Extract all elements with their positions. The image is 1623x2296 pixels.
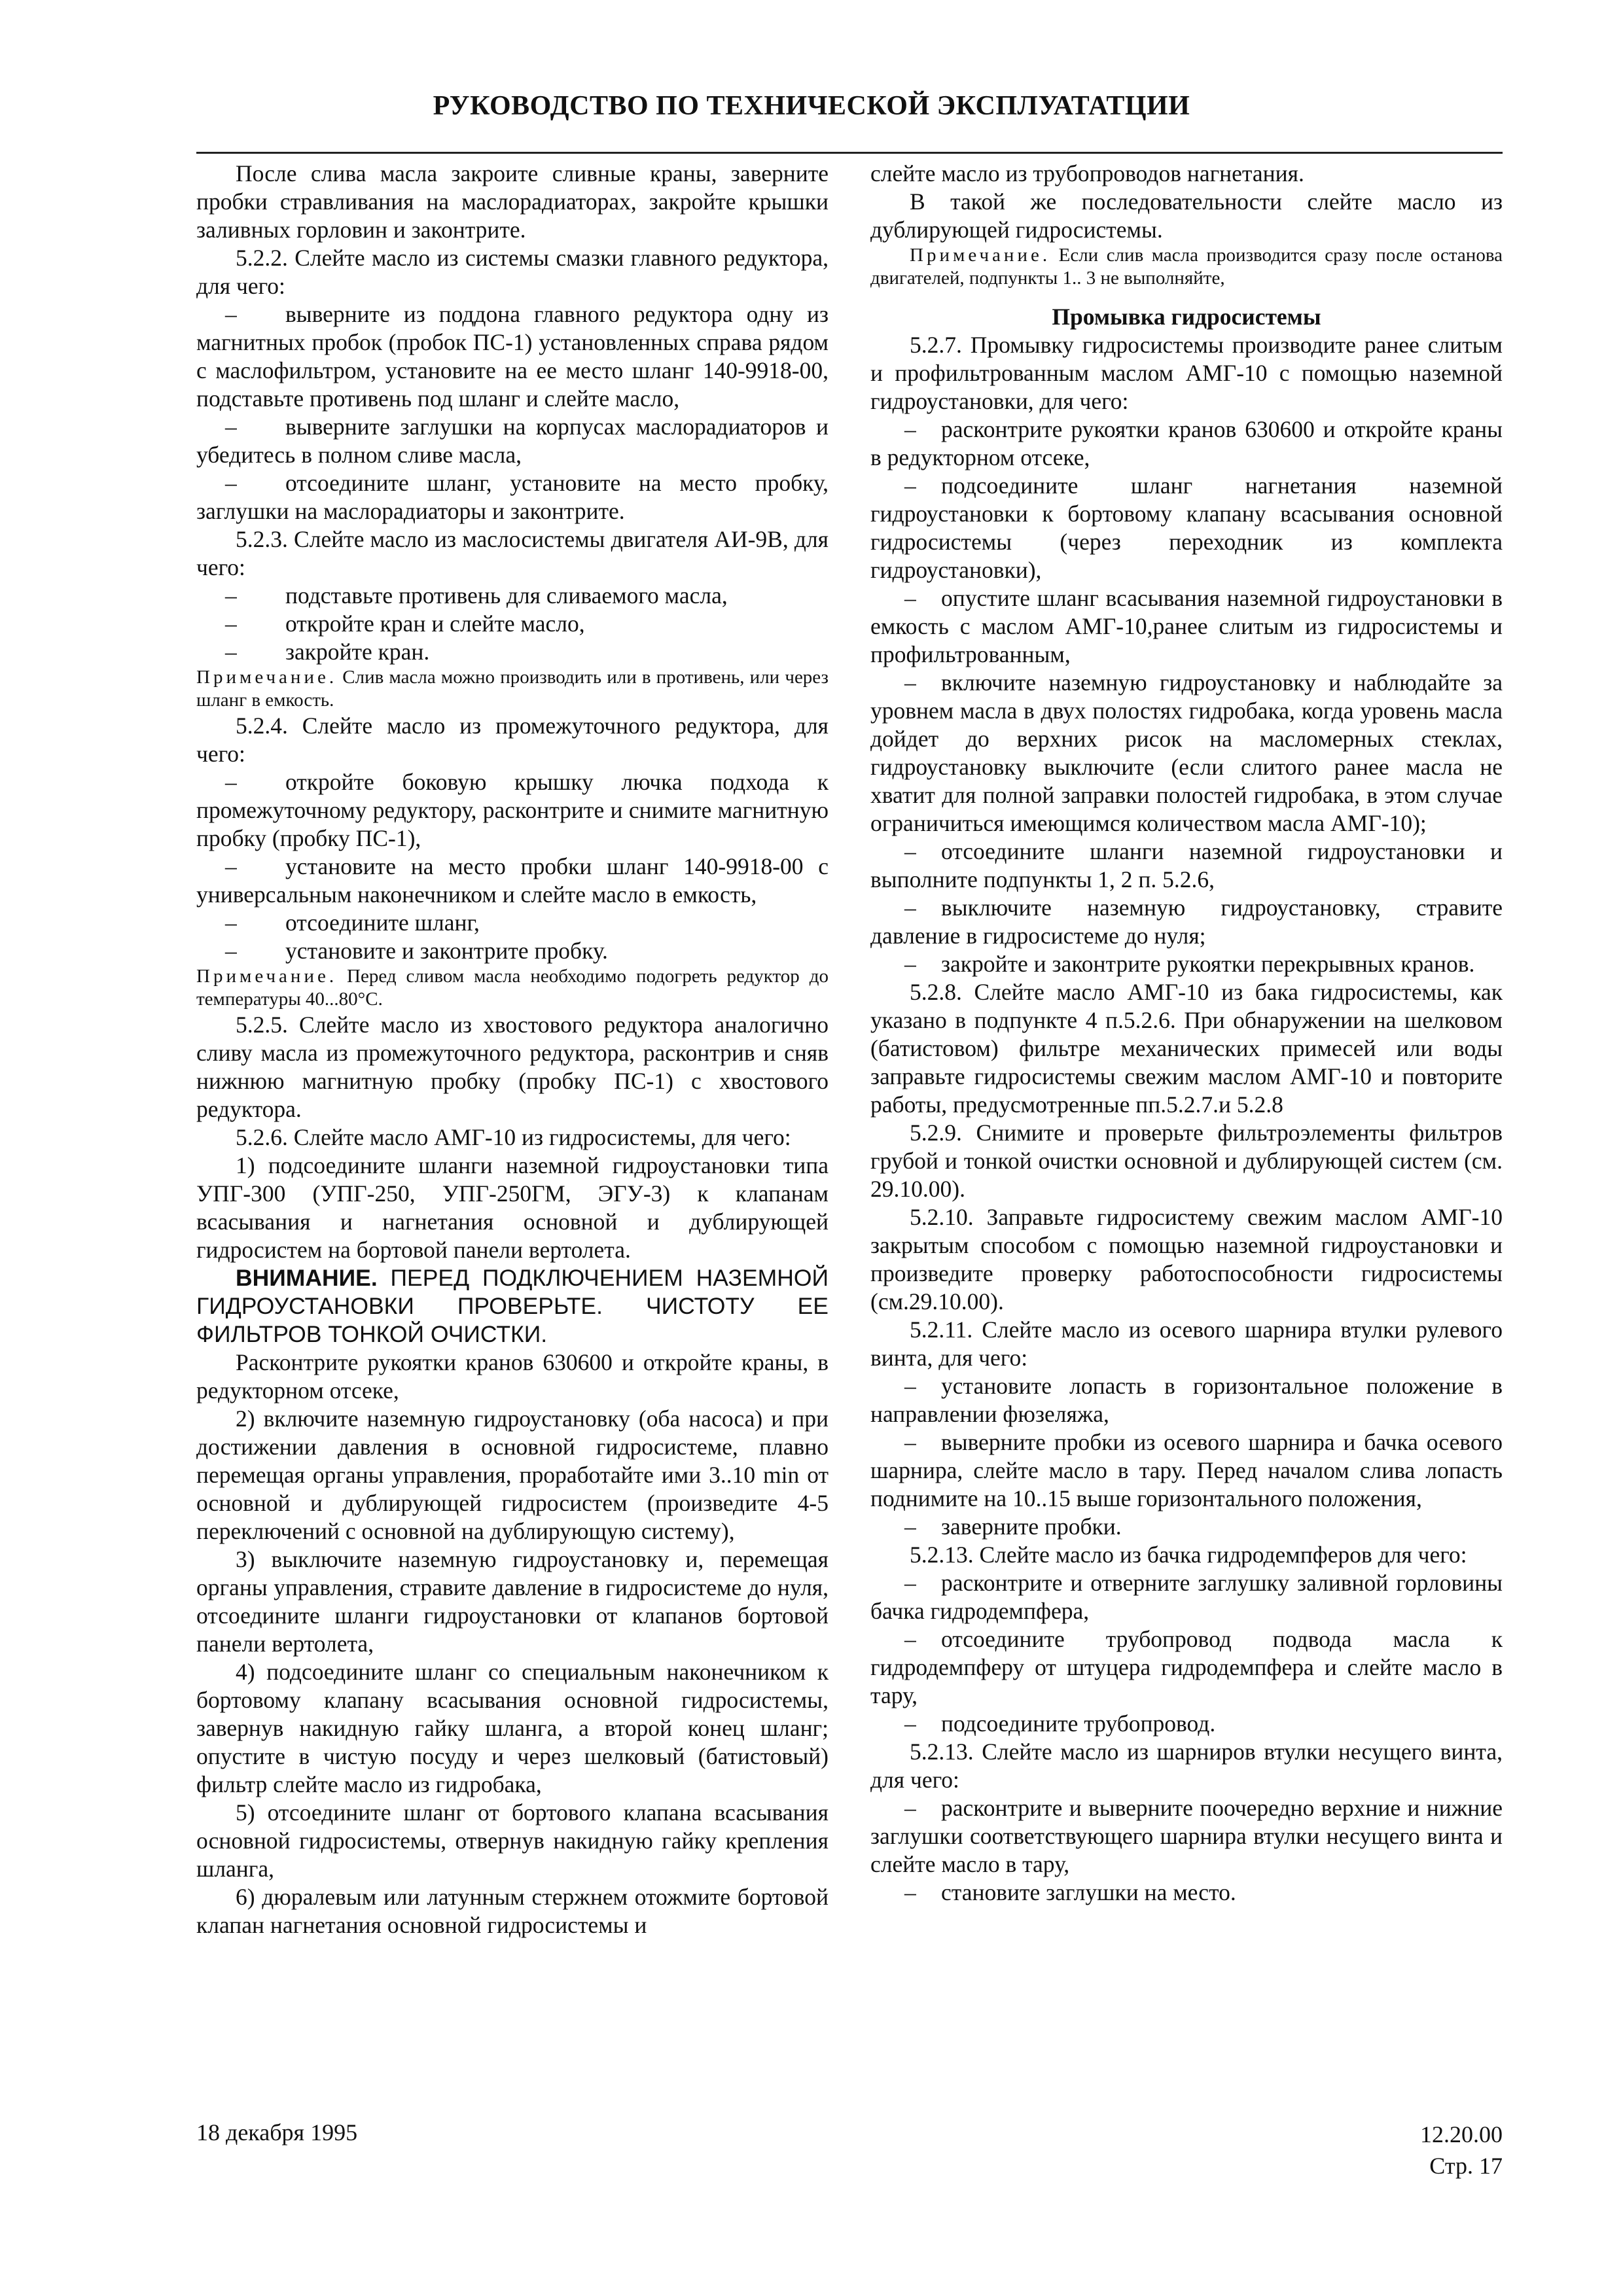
left-column <box>196 160 829 1939</box>
list-item: – откройте кран и слейте масло, <box>225 610 585 637</box>
paragraph: 5.2.3. Слейте масло из маслосистемы двигателя АИ-9В, для чего: <box>196 526 829 580</box>
list-item: – становите заглушки на место. <box>904 1879 1236 1905</box>
list-item: – отсоедините шланги наземной гидроустановки и выполните подпункты 1, 2 п. 5.2.6, <box>870 838 1503 892</box>
paragraph: 1) подсоедините шланги наземной гидроустановки типа УПГ-300 (УПГ-250, УПГ-250ГМ, ЭГУ-3) к клапанам всасывания и нагнетания основной и дублирующей гидросистем на бортовой панели вертолета. <box>196 1152 829 1263</box>
list-item: – опустите шланг всасывания наземной гидроустановки в емкость с маслом АМГ-10,ранее слитым из гидросистемы и профильтрованным, <box>870 585 1503 667</box>
list-item: – подставьте противень для сливаемого масла, <box>225 582 728 609</box>
list-item: – выключите наземную гидроустановку, стравите давление в гидросистеме до нуля; <box>870 894 1503 949</box>
paragraph: 5.2.5. Слейте масло из хвостового редуктора аналогично сливу масла из промежуточного редуктора, расконтрив и сняв нижнюю магнитную пробку (пробку ПС-1) с хвостового редуктора. <box>196 1012 829 1122</box>
list-item: – выверните заглушки на корпусах маслорадиаторов и убедитесь в полном сливе масла, <box>196 414 829 468</box>
paragraph: 6) дюралевым или латунным стержнем отожмите бортовой клапан нагнетания основной гидросистемы и <box>196 1884 829 1938</box>
header-rule <box>196 152 1503 154</box>
note: Примечание. Перед сливом масла необходимо подогреть редуктор до температуры 40...80°С. <box>196 966 829 1010</box>
list-item: – закройте кран. <box>225 639 430 665</box>
list-item: – подсоедините трубопровод. <box>904 1710 1216 1737</box>
page-title: РУКОВОДСТВО ПО ТЕХНИЧЕСКОЙ ЭКСПЛУАТАТЦИИ <box>433 91 1190 121</box>
paragraph: 5.2.4. Слейте масло из промежуточного редуктора, для чего: <box>196 713 829 767</box>
paragraph: 2) включите наземную гидроустановку (оба насоса) и при достижении давления в основной гидросистеме, плавно перемещая органы управления, проработайте ими 3..10 min от основной и дублирующей гидросистем (произведите 4-5 переключений с основной на дублирующую систему), <box>196 1405 829 1544</box>
paragraph: После слива масла закроите сливные краны, заверните пробки стравливания на маслорадиаторах, закройте крышки заливных горловин и законтрите. <box>196 160 829 243</box>
note: Примечание. Слив масла можно производить или в противень, или через шланг в емкость. <box>196 667 829 711</box>
paragraph: слейте масло из трубопроводов нагнетания. <box>870 160 1304 186</box>
paragraph: 5.2.13. Слейте масло из шарниров втулки несущего винта, для чего: <box>870 1739 1503 1793</box>
footer-page-info <box>1420 2119 1503 2181</box>
list-item: – установите лопасть в горизонтальное положение в направлении фюзеляжа, <box>870 1373 1503 1427</box>
paragraph: 5.2.2. Слейте масло из системы смазки главного редуктора, для чего: <box>196 245 829 299</box>
paragraph: 4) подсоедините шланг со специальным наконечником к бортовому клапану всасывания основной гидросистемы, завернув накидную гайку шланга, а второй конец шланг; опустите в чистую посуду и через шелковый (батистовый) фильтр слейте масло из гидробака, <box>196 1659 829 1797</box>
paragraph: 5) отсоедините шланг от бортового клапана всасывания основной гидросистемы, отвернув накидную гайку крепления шланга, <box>196 1799 829 1882</box>
note: Примечание. Если слив масла производится сразу после останова двигателей, подпункты 1.. 3 не выполняйте, <box>870 245 1503 289</box>
list-item: – отсоедините трубопровод подвода масла к гидродемпферу от штуцера гидродемпфера и слейте масло в тару, <box>870 1626 1503 1708</box>
paragraph: 5.2.13. Слейте масло из бачка гидродемпферов для чего: <box>910 1542 1467 1568</box>
paragraph: 5.2.7. Промывку гидросистемы производите ранее слитым и профильтрованным маслом АМГ-10 с помощью наземной гидроустановки, для чего: <box>870 332 1503 414</box>
warning: ВНИМАНИЕ. ПЕРЕД ПОДКЛЮЧЕНИЕМ НАЗЕМНОЙ ГИДРОУСТАНОВКИ ПРОВЕРЬТЕ. ЧИСТОТУ ЕЕ ФИЛЬТРОВ ТОНКОЙ ОЧИСТКИ. <box>196 1265 829 1347</box>
list-item: – подсоедините шланг нагнетания наземной гидроустановки к бортовому клапану всасывания основной гидросистемы (через переходник из комплекта гидроустановки), <box>870 472 1503 583</box>
list-item: – установите и законтрите пробку. <box>225 938 608 964</box>
list-item: – выверните из поддона главного редуктора одну из магнитных пробок (пробок ПС-1) установленных справа рядом с маслофильтром, установите на ее место шланг 140-9918-00, подставьте противень под шланг и слейте масло, <box>196 301 829 412</box>
list-item: – закройте и законтрите рукоятки перекрывных кранов. <box>904 951 1475 977</box>
paragraph: В такой же последовательности слейте масло из дублирующей гидросистемы. <box>870 188 1503 243</box>
list-item: – заверните пробки. <box>904 1513 1122 1540</box>
list-item: – расконтрите и выверните поочередно верхние и нижние заглушки соответствующего шарнира втулки несущего винта и слейте масло в тару, <box>870 1795 1503 1877</box>
paragraph: 3) выключите наземную гидроустановку и, перемещая органы управления, стравите давление в гидросистеме до нуля, отсоедините шланги гидроустановки от клапанов бортовой панели вертолета, <box>196 1546 829 1657</box>
list-item: – расконтрите и отверните заглушку заливной горловины бачка гидродемпфера, <box>870 1570 1503 1624</box>
list-item: – расконтрите рукоятки кранов 630600 и откройте краны в редукторном отсеке, <box>870 416 1503 470</box>
paragraph: 5.2.9. Снимите и проверьте фильтроэлементы фильтров грубой и тонкой очистки основной и дублирующей систем (см. 29.10.00). <box>870 1120 1503 1202</box>
list-item: – отсоедините шланг, установите на место пробку, заглушки на маслорадиаторы и законтрите. <box>196 470 829 524</box>
list-item: – включите наземную гидроустановку и наблюдайте за уровнем масла в двух полостях гидробака, когда уровень масла дойдет до верхних рисок на масломерных стеклах, гидроустановку выключите (если слитого ранее масла не хватит для полной заправки полостей гидробака, в этом случае ограничиться имеющимся количеством масла АМГ-10); <box>870 669 1503 836</box>
paragraph: 5.2.8. Слейте масло АМГ-10 из бака гидросистемы, как указано в подпункте 4 п.5.2.6. При обнаружении на шелковом (батистовом) фильтре механических примесей или воды заправьте гидросистемы свежим маслом АМГ-10 и повторите работы, предусмотренные пп.5.2.7.и 5.2.8 <box>870 979 1503 1118</box>
paragraph: Расконтрите рукоятки кранов 630600 и откройте краны, в редукторном отсеке, <box>196 1349 829 1404</box>
list-item: – установите на место пробки шланг 140-9918-00 с универсальным наконечником и слейте масло в емкость, <box>196 853 829 908</box>
list-item: – выверните пробки из осевого шарнира и бачка осевого шарнира, слейте масло в тару. Перед началом слива лопасть поднимите на 10..15 выше горизонтального положения, <box>870 1429 1503 1511</box>
section-title: Промывка гидросистемы <box>1052 304 1321 330</box>
list-item: – отсоедините шланг, <box>225 910 480 936</box>
page-number: Стр. 17 <box>1429 2153 1503 2179</box>
paragraph: 5.2.6. Слейте масло АМГ-10 из гидросистемы, для чего: <box>236 1124 791 1150</box>
footer-date: 18 декабря 1995 <box>196 2119 358 2146</box>
list-item: – откройте боковую крышку лючка подхода к промежуточному редуктору, расконтрите и снимите магнитную пробку (пробку ПС-1), <box>196 769 829 851</box>
right-column <box>870 160 1503 1907</box>
document-number: 12.20.00 <box>1420 2121 1503 2147</box>
paragraph: 5.2.10. Заправьте гидросистему свежим маслом АМГ-10 закрытым способом с помощью наземной гидроустановки и произведите проверку работоспособности гидросистемы (см.29.10.00). <box>870 1204 1503 1315</box>
paragraph: 5.2.11. Слейте масло из осевого шарнира втулки рулевого винта, для чего: <box>870 1316 1503 1371</box>
